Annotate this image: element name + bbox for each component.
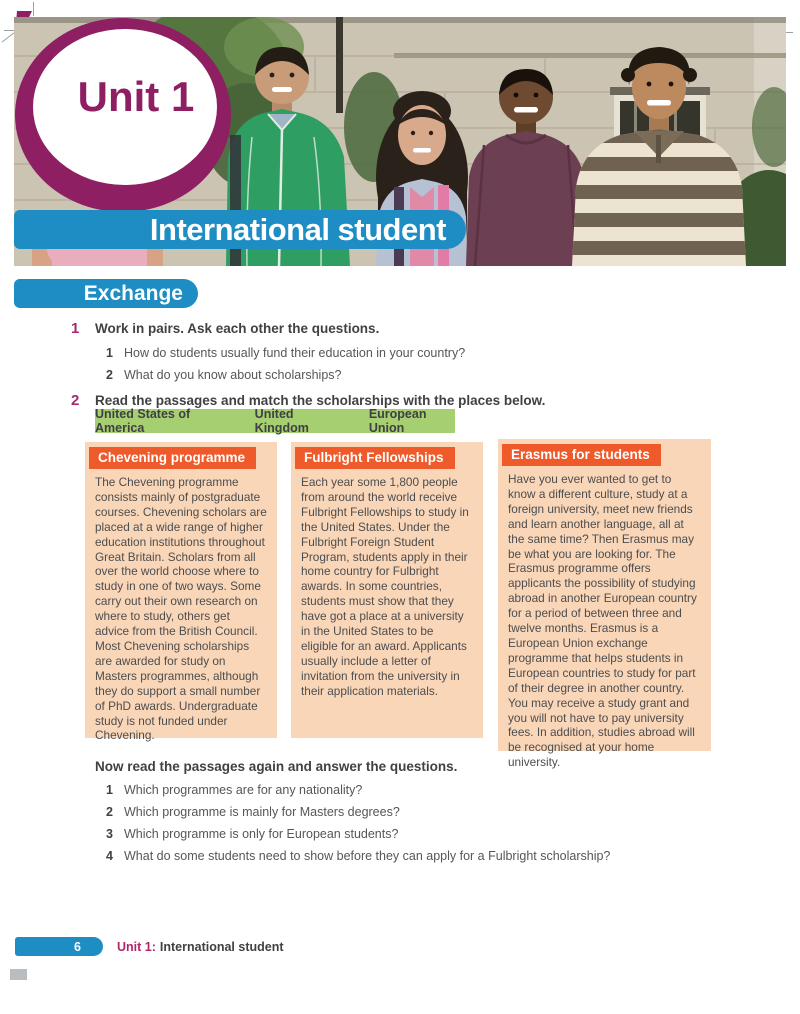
- lamp-post: [336, 17, 343, 113]
- option-label: United States of America: [95, 407, 191, 435]
- exercise3-heading-row: [95, 759, 755, 774]
- question-text: Which programme is mainly for Masters degrees?: [124, 805, 400, 819]
- question-number: 1: [106, 783, 113, 797]
- print-mark: [10, 969, 27, 980]
- question-row: [106, 368, 746, 382]
- question-row: [106, 783, 766, 797]
- question-row: [106, 849, 766, 863]
- page-number: 6: [74, 939, 81, 954]
- page-number-bar: [15, 937, 103, 956]
- question-row: [106, 827, 766, 841]
- question-text: Which programmes are for any nationality?: [124, 783, 363, 797]
- exercise-instruction: Work in pairs. Ask each other the questions.: [95, 321, 380, 336]
- passage-title: Chevening programme: [89, 447, 256, 469]
- question-row: [106, 805, 766, 819]
- question-row: [106, 346, 746, 360]
- match-options-band: [95, 409, 455, 433]
- exercise-number: 2: [71, 392, 80, 409]
- passage-title: Fulbright Fellowships: [295, 447, 455, 469]
- page-title: International student: [149, 211, 446, 247]
- question-text: Which programme is only for European students?: [124, 827, 399, 841]
- passage-body: The Chevening programme consists mainly of postgraduate courses. Chevening scholars are placed at a wide range of higher education institutions throughout Great Britain. Scholars from all over the world choose where to study in one of two ways. Some carry out their own research on where to study, others get advice from the British Council. Most Chevening scholarships are awarded for study on Masters programmes, although they do support a small number of PhD awards. Undergraduate study is not funded under Chevening.: [95, 475, 267, 743]
- passage-body: Have you ever wanted to get to know a different culture, study at a foreign university, meet new friends and learn another language, all at the same time? Then Erasmus may be what you are looking for. The Erasmus programme offers applicants the possibility of studying abroad in another European country for a period of between three and twelve months. Erasmus is a European Union exchange programme that helps students in European countries to study for part of their degree in another country. You may receive a study grant and you will not have to pay university fees. In addition, studies abroad will be recognised at your home university.: [508, 472, 697, 770]
- unit-badge-circle: [15, 18, 231, 212]
- passage-body: Each year some 1,800 people from around the world receive Fulbright Fellowships to study in the United States. Under the Fulbright Foreign Student Program, students apply in their home country for Fulbright awards. In some countries, students must show that they have got a place at a university in the United States to be eligible for an award. Applicants usually include a letter of invitation from the university in their application materials.: [301, 475, 469, 698]
- question-number: 2: [106, 805, 113, 819]
- question-number: 3: [106, 827, 113, 841]
- unit-badge-label: Unit 1: [77, 73, 195, 120]
- footer-running-head: [117, 940, 284, 954]
- passage-card-erasmus: [498, 439, 711, 770]
- exercise1-heading-row: [71, 320, 731, 337]
- page-title-banner: [14, 210, 466, 249]
- footer-unit-title: International student: [159, 940, 284, 954]
- footer-unit-label: Unit 1:: [117, 940, 156, 954]
- exercise-instruction: Read the passages and match the scholarships with the places below.: [95, 393, 546, 408]
- question-number: 2: [106, 368, 113, 382]
- section-banner: [14, 279, 198, 308]
- option-label: European Union: [368, 407, 427, 435]
- passage-card-fulbright: [291, 442, 483, 738]
- passage-title: Erasmus for students: [502, 444, 661, 466]
- section-title: Exchange: [83, 281, 183, 305]
- question-number: 1: [106, 346, 113, 360]
- exercise-number: 1: [71, 320, 80, 337]
- passage-card-chevening: [85, 442, 277, 743]
- question-number: 4: [106, 849, 113, 863]
- question-text: What do some students need to show before they can apply for a Fulbright scholarship?: [124, 849, 611, 863]
- question-text: What do you know about scholarships?: [124, 368, 342, 382]
- exercise-instruction: Now read the passages again and answer the questions.: [95, 759, 458, 774]
- question-text: How do students usually fund their education in your country?: [124, 346, 466, 360]
- option-label: United Kingdom: [254, 407, 309, 435]
